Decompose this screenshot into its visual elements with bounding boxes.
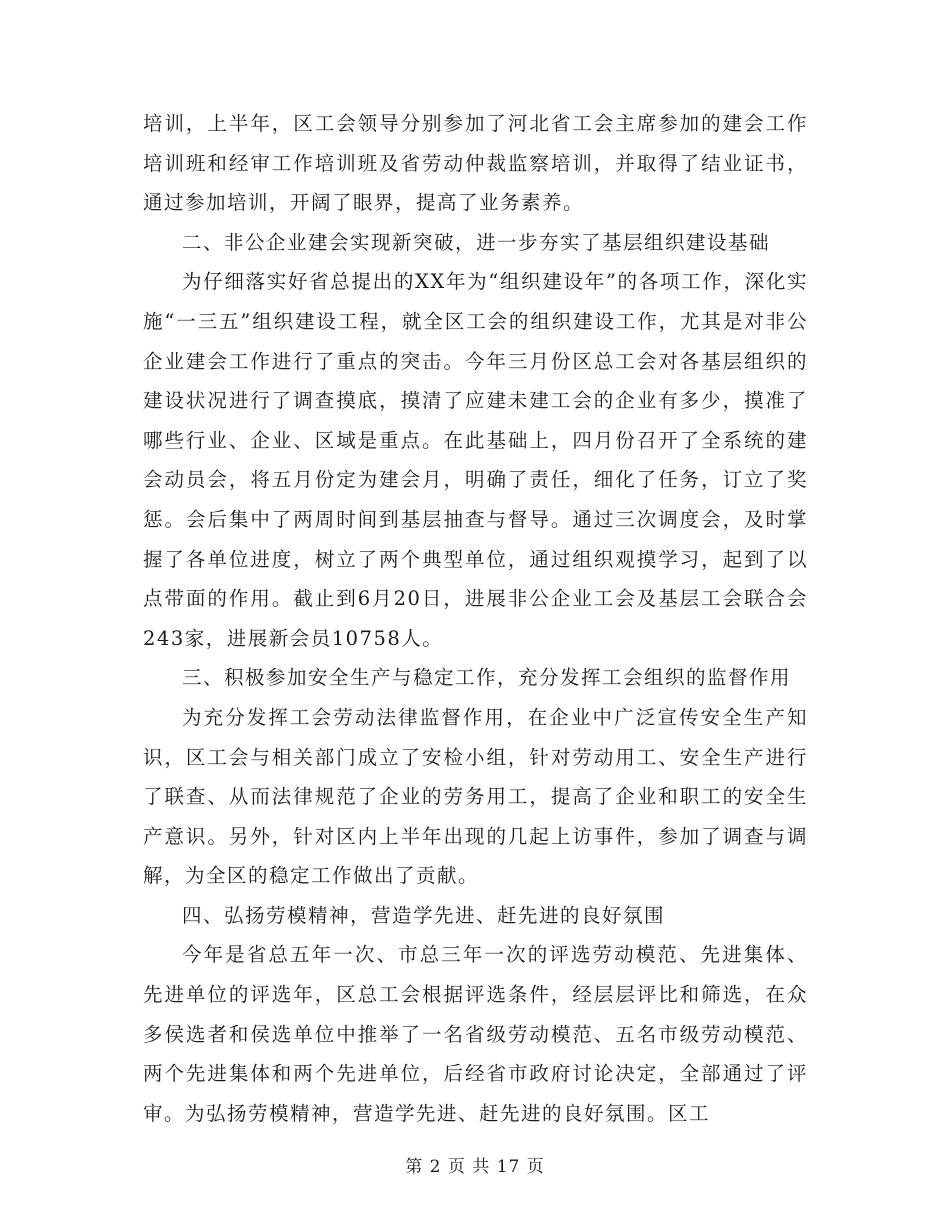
section-heading-2: 二、非公企业建会实现新突破，进一步夯实了基层组织建设基础 (182, 230, 771, 254)
paragraph-safety-supervision: 为充分发挥工会劳动法律监督作用，在企业中广泛宣传安全生产知识，区工会与相关部门成立了安检小组，针对劳动用工、安全生产进行了联查、从而法律规范了企业的劳务用工，提高了企业和职工的安全生产意识。另外，针对区内上半年出现的几起上访事件，参加了调查与调解，为全区的稳定工作做出了贡献。 (143, 705, 808, 888)
paragraph-organization-building: 为仔细落实好省总提出的XX年为“组织建设年”的各项工作，深化实施“一三五”组织建设工程，就全区工会的组织建设工作，尤其是对非公企业建会工作进行了重点的突击。今年三月份区总工会对各基层组织的建设状况进行了调查摸底，摸清了应建未建工会的企业有多少，摸准了哪些行业、企业、区域是重点。在此基础上，四月份召开了全系统的建会动员会，将五月份定为建会月，明确了责任，细化了任务，订立了奖惩。会后集中了两周时间到基层抽查与督导。通过三次调度会，及时掌握了各单位进度，树立了两个典型单位，通过组织观摸学习，起到了以点带面的作用。截止到6月20日，进展非公企业工会及基层工会联合会243家，进展新会员10758人。 (143, 270, 808, 650)
document-body (143, 104, 808, 1133)
paragraph-training-continued: 培训，上半年，区工会领导分别参加了河北省工会主席参加的建会工作培训班和经审工作培训班及省劳动仲裁监察培训，并取得了结业证书，通过参加培训，开阔了眼界，提高了业务素养。 (143, 112, 808, 215)
page-footer: 第 2 页 共 17 页 (405, 1157, 545, 1177)
section-heading-3: 三、积极参加安全生产与稳定工作，充分发挥工会组织的监督作用 (182, 666, 792, 690)
section-heading-4: 四、弘扬劳模精神，营造学先进、赶先进的良好氛围 (182, 903, 666, 927)
paragraph-model-workers: 今年是省总五年一次、市总三年一次的评选劳动模范、先进集体、先进单位的评选年，区总工会根据评选条件，经层层评比和筛选，在众多侯选者和侯选单位中推举了一名省级劳动模范、五名市级劳动模范、两个先进集体和两个先进单位，后经省市政府讨论决定，全部通过了评审。为弘扬劳模精神，营造学先进、赶先进的良好氛围。区工 (143, 943, 808, 1125)
